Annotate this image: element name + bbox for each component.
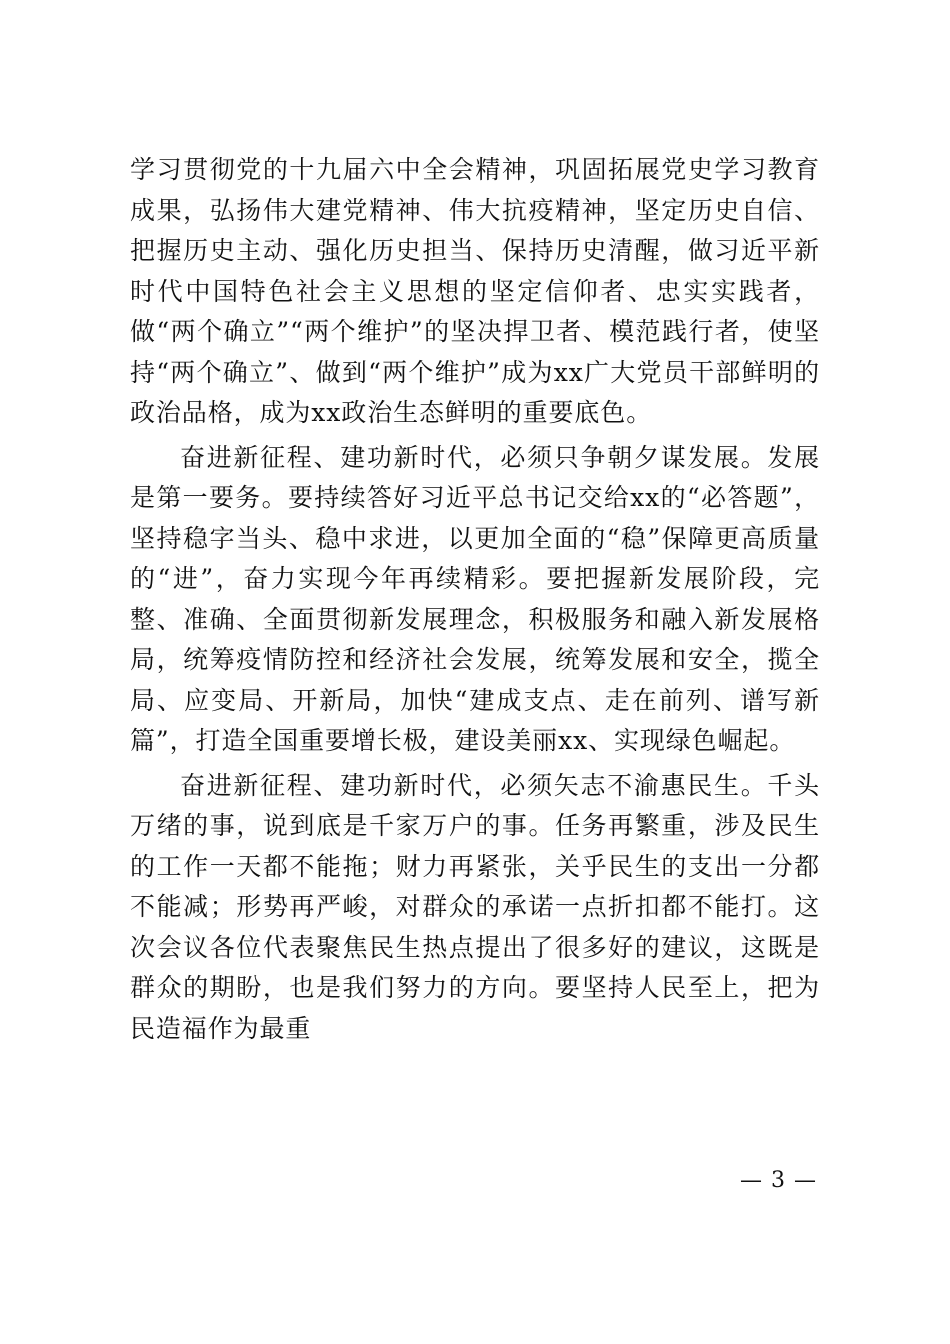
paragraph-development: 奋进新征程、建功新时代，必须只争朝夕谋发展。发展是第一要务。要持续答好习近平总书记交给xx的“必答题”，坚持稳字当头、稳中求进，以更加全面的“稳”保障更高质量的“进”，奋力实现今年再续精彩。要把握新发展阶段，完整、准确、全面贯彻新发展理念，积极服务和融入新发展格局，统筹疫情防控和经济社会发展，统筹发展和安全，揽全局、应变局、开新局，加快“建成支点、走在前列、谱写新篇”，打造全国重要增长极，建设美丽xx、实现绿色崛起。	[130, 442, 820, 755]
paragraph-continuation: 学习贯彻党的十九届六中全会精神，巩固拓展党史学习教育成果，弘扬伟大建党精神、伟大抗疫精神，坚定历史自信、把握历史主动、强化历史担当、保持历史清醒，做习近平新时代中国特色社会主义思想的坚定信仰者、忠实实践者，做“两个确立”“两个维护”的坚决捍卫者、模范践行者，使坚持“两个确立”、做到“两个维护”成为xx广大党员干部鲜明的政治品格，成为xx政治生态鲜明的重要底色。	[130, 155, 820, 427]
page-number: — 3 —	[740, 1168, 817, 1193]
body-text	[130, 150, 820, 1053]
paragraph-livelihood: 奋进新征程、建功新时代，必须矢志不渝惠民生。千头万绪的事，说到底是千家万户的事。任务再繁重，涉及民生的工作一天都不能拖；财力再紧张，关乎民生的支出一分都不能减；形势再严峻，对群众的承诺一点折扣都不能打。这次会议各位代表聚焦民生热点提出了很多好的建议，这既是群众的期盼，也是我们努力的方向。要坚持人民至上，把为民造福作为最重	[130, 770, 820, 1043]
